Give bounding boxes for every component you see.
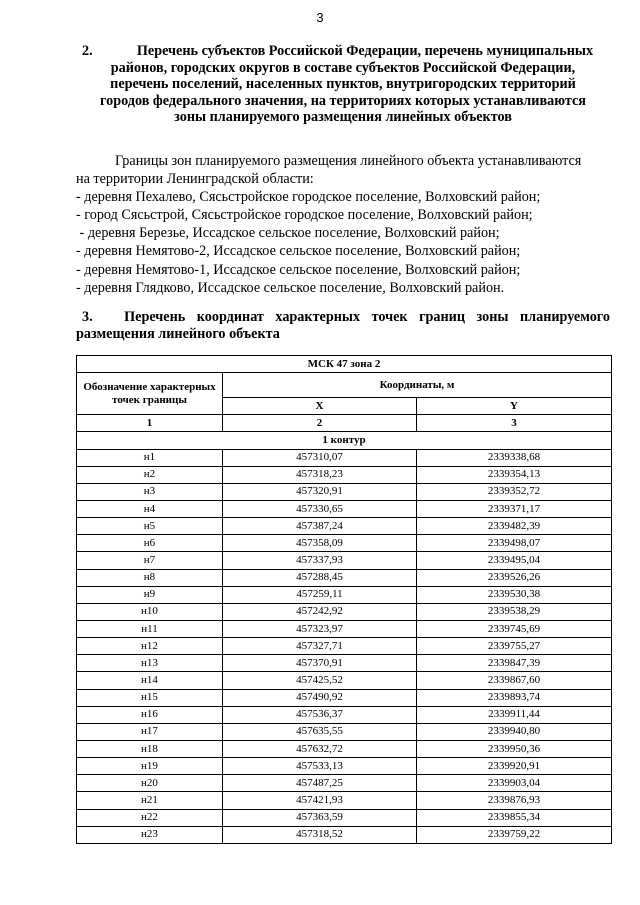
table-row <box>77 586 612 603</box>
y-coordinate-cell: 2339495,04 <box>417 552 612 569</box>
point-label-cell: н17 <box>77 723 223 740</box>
table-row <box>77 466 612 483</box>
point-label-cell: н10 <box>77 603 223 620</box>
y-coordinate-cell: 2339352,72 <box>417 483 612 500</box>
section-3-number: 3. <box>82 309 93 325</box>
x-coordinate-cell: 457487,25 <box>223 775 417 792</box>
x-coordinate-cell: 457310,07 <box>223 449 417 466</box>
table-row <box>77 706 612 723</box>
y-coordinate-cell: 2339950,36 <box>417 740 612 757</box>
y-coordinate-cell: 2339911,44 <box>417 706 612 723</box>
x-coordinate-cell: 457259,11 <box>223 586 417 603</box>
table-row <box>77 535 612 552</box>
y-coordinate-cell: 2339530,38 <box>417 586 612 603</box>
x-coordinate-cell: 457632,72 <box>223 740 417 757</box>
point-label-cell: н23 <box>77 826 223 843</box>
point-label-cell: н18 <box>77 740 223 757</box>
point-label-cell: н14 <box>77 672 223 689</box>
y-coordinate-cell: 2339920,91 <box>417 758 612 775</box>
y-coordinate-cell: 2339876,93 <box>417 792 612 809</box>
point-label-cell: н21 <box>77 792 223 809</box>
section-2-line: Перечень субъектов Российской Федерации, перечень муниципальных <box>136 43 594 59</box>
zones-paragraph <box>76 152 616 297</box>
column-number: 3 <box>417 415 612 432</box>
section-2-heading <box>76 43 610 126</box>
table-row <box>77 826 612 843</box>
point-label-cell: н3 <box>77 483 223 500</box>
point-label-cell: н12 <box>77 638 223 655</box>
point-label-cell: н19 <box>77 758 223 775</box>
point-label-header: Обозначение характерных точек границы <box>77 373 223 415</box>
y-coordinate-cell: 2339745,69 <box>417 620 612 637</box>
x-coordinate-cell: 457421,93 <box>223 792 417 809</box>
y-coordinate-cell: 2339759,22 <box>417 826 612 843</box>
coordinates-table <box>76 355 612 844</box>
x-coordinate-cell: 457635,55 <box>223 723 417 740</box>
section-3-word: планируемого <box>519 309 610 325</box>
table-row <box>77 603 612 620</box>
y-coordinate-cell: 2339498,07 <box>417 535 612 552</box>
point-label-cell: н15 <box>77 689 223 706</box>
point-label-cell: н6 <box>77 535 223 552</box>
y-coordinate-cell: 2339755,27 <box>417 638 612 655</box>
column-number: 1 <box>77 415 223 432</box>
table-row <box>77 689 612 706</box>
page-number: 3 <box>316 10 324 25</box>
section-2-line: городов федерального значения, на территориях которых устанавливаются <box>100 92 586 109</box>
point-label-cell: н5 <box>77 518 223 535</box>
point-label-cell: н20 <box>77 775 223 792</box>
column-number: 2 <box>223 415 417 432</box>
section-3-word: границ <box>419 309 466 325</box>
section-2-line: зоны планируемого размещения линейных объектов <box>174 109 512 126</box>
y-coordinate-cell: 2339893,74 <box>417 689 612 706</box>
table-row <box>77 809 612 826</box>
section-2-line: районов, городских округов в составе субъектов Российской Федерации, <box>110 59 576 76</box>
x-coordinate-cell: 457242,92 <box>223 603 417 620</box>
section-3-word: характерных <box>275 309 361 325</box>
table-row <box>77 638 612 655</box>
point-label-cell: н1 <box>77 449 223 466</box>
table-row <box>77 672 612 689</box>
x-coordinate-cell: 457327,71 <box>223 638 417 655</box>
section-3-line-1 <box>76 309 610 326</box>
section-2-number: 2. <box>82 43 93 59</box>
table-title: МСК 47 зона 2 <box>77 356 612 373</box>
table-row <box>77 723 612 740</box>
settlement-item: - деревня Немятово-2, Иссадское сельское поселение, Волховский район; <box>76 243 521 260</box>
settlement-item: - деревня Немятово-1, Иссадское сельское поселение, Волховский район; <box>76 261 521 278</box>
x-coordinate-cell: 457533,13 <box>223 758 417 775</box>
y-coordinate-cell: 2339940,80 <box>417 723 612 740</box>
y-coordinate-cell: 2339867,60 <box>417 672 612 689</box>
point-label-cell: н4 <box>77 500 223 517</box>
x-coordinate-cell: 457358,09 <box>223 535 417 552</box>
table-row <box>77 518 612 535</box>
table-row <box>77 792 612 809</box>
contour-label: 1 контур <box>77 432 612 449</box>
settlement-item: - деревня Березье, Иссадское сельское поселение, Волховский район; <box>76 225 500 242</box>
table-row <box>77 500 612 517</box>
x-coordinate-cell: 457490,92 <box>223 689 417 706</box>
y-coordinate-cell: 2339903,04 <box>417 775 612 792</box>
y-header: Y <box>417 398 612 415</box>
section-3-word: координат <box>196 309 264 325</box>
section-2-line: перечень поселений, населенных пунктов, внутригородских территорий <box>110 76 576 93</box>
paragraph-line: на территории Ленинградской области: <box>76 171 314 188</box>
table-row <box>77 620 612 637</box>
point-label-cell: н13 <box>77 655 223 672</box>
x-coordinate-cell: 457536,37 <box>223 706 417 723</box>
x-coordinate-cell: 457330,65 <box>223 500 417 517</box>
x-coordinate-cell: 457387,24 <box>223 518 417 535</box>
point-label-cell: н7 <box>77 552 223 569</box>
x-header: X <box>223 398 417 415</box>
section-3-word: зоны <box>476 309 509 325</box>
x-coordinate-cell: 457323,97 <box>223 620 417 637</box>
settlement-item: - город Сясьстрой, Сясьстройское городское поселение, Волховский район; <box>76 207 533 224</box>
paragraph-line: Границы зон планируемого размещения линейного объекта устанавливаются <box>115 153 582 169</box>
table-row <box>77 775 612 792</box>
x-coordinate-cell: 457363,59 <box>223 809 417 826</box>
x-coordinate-cell: 457337,93 <box>223 552 417 569</box>
point-label-cell: н2 <box>77 466 223 483</box>
y-coordinate-cell: 2339354,13 <box>417 466 612 483</box>
table-row <box>77 758 612 775</box>
x-coordinate-cell: 457318,23 <box>223 466 417 483</box>
table-row <box>77 552 612 569</box>
y-coordinate-cell: 2339847,39 <box>417 655 612 672</box>
section-3-word: Перечень <box>124 309 186 325</box>
table-row <box>77 655 612 672</box>
x-coordinate-cell: 457370,91 <box>223 655 417 672</box>
coordinates-header: Координаты, м <box>223 373 612 398</box>
settlement-item: - деревня Пехалево, Сясьстройское городское поселение, Волховский район; <box>76 189 541 206</box>
point-label-cell: н8 <box>77 569 223 586</box>
x-coordinate-cell: 457425,52 <box>223 672 417 689</box>
point-label-cell: н22 <box>77 809 223 826</box>
section-3-heading <box>76 309 610 343</box>
x-coordinate-cell: 457318,52 <box>223 826 417 843</box>
point-label-cell: н11 <box>77 620 223 637</box>
x-coordinate-cell: 457320,91 <box>223 483 417 500</box>
y-coordinate-cell: 2339855,34 <box>417 809 612 826</box>
coordinates-body <box>77 449 612 843</box>
table-row <box>77 740 612 757</box>
y-coordinate-cell: 2339371,17 <box>417 500 612 517</box>
y-coordinate-cell: 2339482,39 <box>417 518 612 535</box>
y-coordinate-cell: 2339538,29 <box>417 603 612 620</box>
table-row <box>77 569 612 586</box>
section-3-line-2: размещения линейного объекта <box>76 326 280 342</box>
point-label-cell: н9 <box>77 586 223 603</box>
point-label-cell: н16 <box>77 706 223 723</box>
y-coordinate-cell: 2339526,26 <box>417 569 612 586</box>
table-row <box>77 483 612 500</box>
section-3-word: точек <box>371 309 408 325</box>
settlement-item: - деревня Глядково, Иссадское сельское поселение, Волховский район. <box>76 279 505 296</box>
table-row <box>77 449 612 466</box>
x-coordinate-cell: 457288,45 <box>223 569 417 586</box>
y-coordinate-cell: 2339338,68 <box>417 449 612 466</box>
